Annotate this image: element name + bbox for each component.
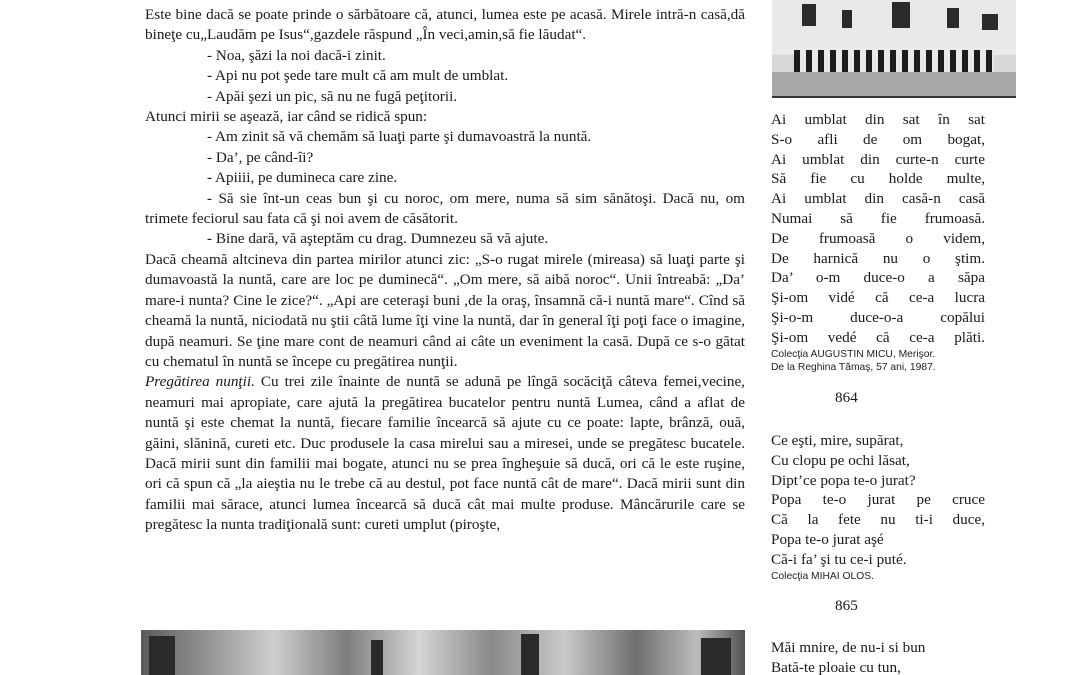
poem-865: [771, 638, 1016, 675]
poem-line: Ai umblat din sat în sat: [771, 111, 985, 128]
poem-source: Colecţia AUGUSTIN MICU, Merişor.: [771, 348, 936, 360]
poem-line: Şi-om vidé că ce-a lucra: [771, 289, 985, 307]
poem-line: Bată-te ploaie cu tun,: [771, 658, 901, 675]
dialogue-line: - Da’, pe când-îi?: [207, 148, 314, 166]
dialogue-line: - Să sie înt-un ceas bun şi cu noroc, om mere, numa să sim sănătoşi. Dacă nu, om trimete feciorul sau fata că şi noi avem de căsătorit.: [145, 189, 745, 228]
poem-line: Măi mnire, de nu-i si bun: [771, 639, 926, 656]
main-text-column: [145, 5, 745, 536]
poem-line: Cu clopu pe ochi lăsat,: [771, 451, 910, 469]
poem-line: Dipt’ce popa te-o jurat?: [771, 471, 916, 489]
bottom-photograph: [141, 630, 745, 675]
poem-line: Da’ o-m duce-o a săpa: [771, 269, 985, 287]
paragraph-invitation: Dacă cheamă altcineva din partea mirilor atunci zic: „S-o rugat mirele (mireasa) să luaţi parte şi dumavoastă la nuntă, care are loc pe duminecă“. „Om mere, să aibă noroc“. Unii întreabă: „Da’ mare-i nunta? Cine le zice?“. „Api are ceteraşi buni ,de la oraş, însamnă că-i nuntă mare“. Cînd să cheamă la nuntă, niciodată nu ştii câtă lume îţi vine la nuntă, dar în general îţi poţi face o imagine, după neamuri. Se ţine mare cont de neamuri când ai câte un eveniment la casă. După ce s-o gătat cu chematul în nuntă se începe cu pregătirea nunţii.: [145, 250, 745, 370]
dialogue-line: - Noa, şăzi la noi dacă-i zinit.: [207, 46, 386, 64]
poem-source: De la Reghina Tămaş, 57 ani, 1987.: [771, 361, 936, 373]
poem-line: De frumoasă o videm,: [771, 229, 985, 247]
poem-source: Colecţia MIHAI OLOS.: [771, 570, 874, 582]
paragraph-narration: Atunci mirii se aşează, iar când se ridică spun:: [145, 108, 428, 126]
poem-line: Popa te-o jurat pe cruce: [771, 491, 985, 509]
poem-line: Şi-om vedé că ce-a plăti.: [771, 328, 985, 346]
poem-864: [771, 431, 1016, 583]
poem-line: Numai să fie frumoasă.: [771, 209, 985, 227]
poem-line: Şi-o-m duce-o-a copălui: [771, 308, 985, 326]
poem-line: Ai umblat din curte-n curte: [771, 150, 985, 168]
top-photograph: [772, 0, 1016, 98]
dialogue-line: - Api nu pot şede tare mult că am mult de umblat.: [207, 67, 509, 85]
poem-line: Că la fete nu ti-i duce,: [771, 511, 985, 529]
paragraph-intro: Este bine dacă se poate prinde o sărbătoare că, atunci, lumea este pe acasă. Mirele intră-n casă,dă bineţe cu„Laudăm pe Isus“,gazdele răspund „În veci,amin,să fie lăudat“.: [145, 6, 745, 44]
poem-863: [771, 110, 1016, 374]
poem-number: 865: [835, 597, 858, 614]
poem-number: 864: [835, 389, 858, 406]
poem-line: Ce eşti, mire, supărat,: [771, 432, 904, 449]
poem-line: Popa te-o jurat aşé: [771, 530, 884, 548]
poem-line: Să fie cu holde multe,: [771, 170, 985, 188]
poem-line: S-o afli de om bogat,: [771, 130, 985, 148]
poem-line: De harnică nu o ştim.: [771, 249, 985, 267]
poem-line: Că-i fa’ şi tu ce-i puté.: [771, 550, 907, 568]
paragraph-preparation-text: Cu trei zile înainte de nuntă se adună pe lîngă socăciţă câteva femei,vecine, neamuri mai apropiate, care ajută la pregătirea bucatelor pentru nuntă Lumea, când a aflat de nuntă şi este chemat la nuntă, fiecare familie încearcă să ajute cu ce poate: lapte, brânză, ouă, găini, slănină, cureti etc. Duc produsele la casa mirelui sau a miresei, unde se pregătesc bucatele. Dacă mirii sunt din familii mai bogate, atunci nu se prea îngheşuie să ducă, ori că le este ruşine, ori că spun că „la aieştia nu le trebe că au destul, pot face nuntă cât de mare“. Dacă mirii sunt din familii mai sărace, atunci lumea încearcă să ducă cât mai multe produse. Mâncărurile care se pregătesc la nunta tradiţională sunt: cureti umplut (piroşte,: [145, 373, 745, 534]
paragraph-preparation: [145, 372, 745, 535]
dialogue-line: - Apiiii, pe dumineca care zine.: [207, 169, 398, 187]
dialogue-line: - Bine dară, vă aşteptăm cu drag. Dumnezeu să vă ajute.: [207, 230, 549, 248]
dialogue-line: - Apăi şezi un pic, să nu ne fugă peţitorii.: [207, 87, 458, 105]
dialogue-line: - Am zinit să vă chemăm să luaţi parte şi dumavoastră la nuntă.: [207, 128, 592, 146]
poem-line: Ai umblat din casă-n casă: [771, 190, 985, 208]
section-heading-italic: Pregătirea nunţii.: [145, 373, 255, 391]
